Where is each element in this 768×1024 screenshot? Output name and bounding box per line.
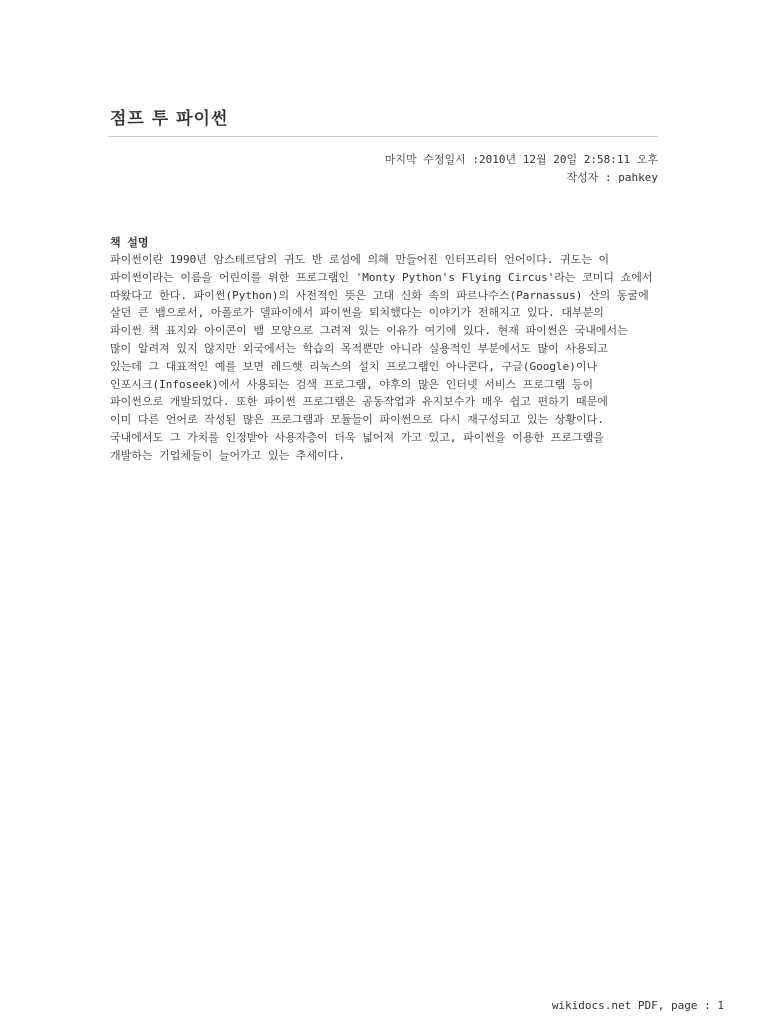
description-line: 파이썬이란 1990년 암스테르담의 귀도 반 로섬에 의해 만들어진 인터프리터 언어이다. 귀도는 이	[110, 253, 610, 266]
description-line: 파이썬 책 표지와 아이콘이 뱀 모양으로 그려져 있는 이유가 여기에 있다. 현재 파이썬은 국내에서는	[110, 324, 628, 338]
description-line: 개발하는 기업체들이 늘어가고 있는 추세이다.	[110, 448, 346, 462]
book-description	[110, 251, 662, 465]
page-footer: wikidocs.net PDF, page : 1	[551, 999, 724, 1012]
description-line: 파이썬이라는 이름을 어린이를 위한 프로그램인 'Monty Python's Flying Circus'라는 코미디 쇼에서	[110, 270, 653, 284]
description-line: 있는데 그 대표적인 예를 보면 레드햇 리눅스의 설치 프로그램인 아나콘다, 구글(Google)이나	[110, 359, 598, 373]
document-meta	[108, 151, 658, 187]
section-heading: 책 설명	[110, 236, 149, 249]
last-modified-text: 마지막 수정일시 :2010년 12월 20일 2:58:11 오후	[384, 153, 658, 166]
title-divider	[108, 136, 658, 137]
description-line: 따왔다고 한다. 파이썬(Python)의 사전적인 뜻은 고대 신화 속의 파르나수스(Parnassus) 산의 동굴에	[110, 288, 649, 302]
author-text: 작성자 : pahkey	[566, 171, 658, 184]
description-line: 국내에서도 그 가치를 인정받아 사용자층이 더욱 넓어져 가고 있고, 파이썬을 이용한 프로그램을	[110, 430, 604, 444]
description-line: 많이 알려져 있지 않지만 외국에서는 학습의 목적뿐만 아니라 실용적인 부분에서도 많이 사용되고	[110, 341, 608, 355]
description-line: 인포시크(Infoseek)에서 사용되는 검색 프로그램, 야후의 많은 인터넷 서비스 프로그램 등이	[110, 377, 594, 391]
page-title: 점프 투 파이썬	[110, 109, 229, 129]
description-line: 살던 큰 뱀으로서, 아폴로가 델파이에서 파이썬을 퇴치했다는 이야기가 전해지고 있다. 대부분의	[110, 306, 604, 320]
description-line: 이미 다른 언어로 작성된 많은 프로그램과 모듈들이 파이썬으로 다시 재구성되고 있는 상황이다.	[110, 413, 604, 427]
description-line: 파이썬으로 개발되었다. 또한 파이썬 프로그램은 공동작업과 유지보수가 매우 쉽고 편하기 때문에	[110, 395, 608, 409]
